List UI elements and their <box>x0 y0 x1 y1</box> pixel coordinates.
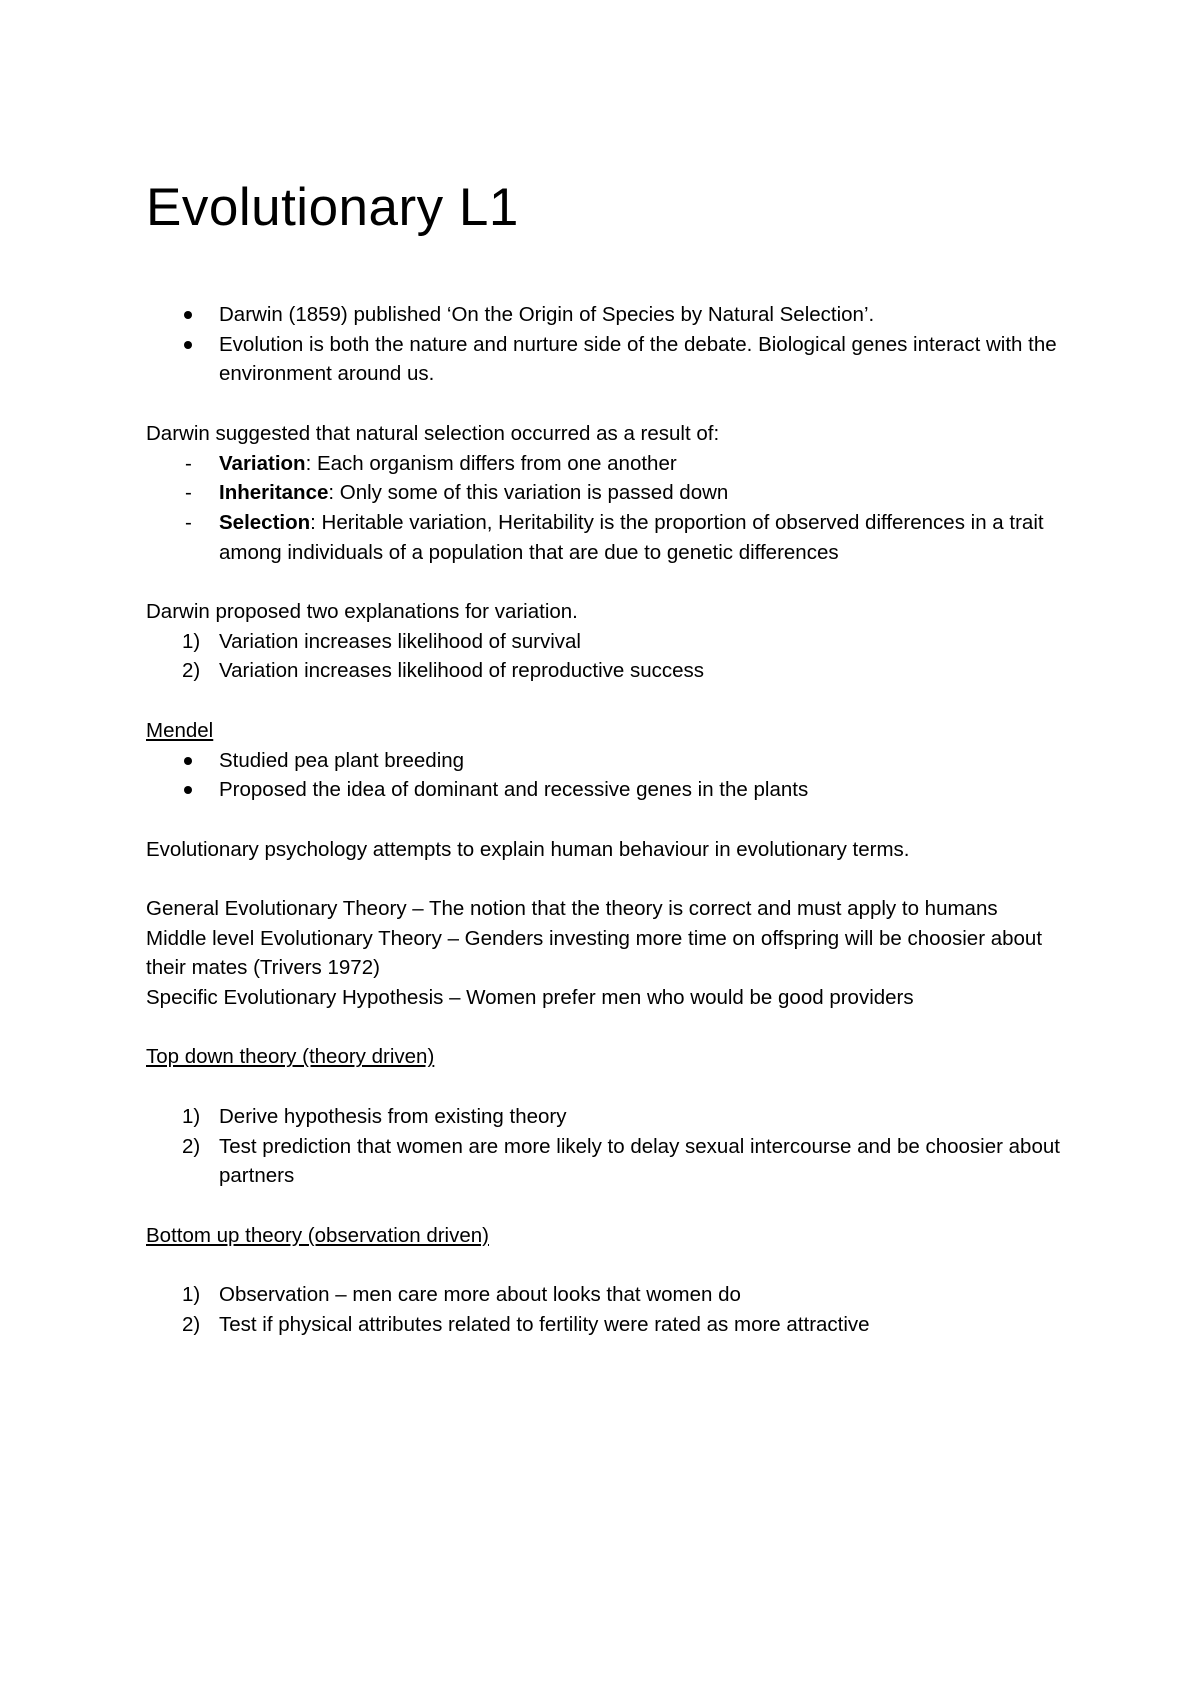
list-item <box>146 775 1076 805</box>
list-item-text: Observation – men care more about looks that women do <box>219 1283 741 1307</box>
list-item-text: : Heritable variation, Heritability is the proportion of observed differences in a trait among individuals of a population that are due to genetic differences <box>219 510 1044 564</box>
top-down-list <box>146 1102 1076 1191</box>
list-item-text: Darwin (1859) published ‘On the Origin of Species by Natural Selection’. <box>219 303 875 326</box>
number-marker: 2) <box>182 659 201 683</box>
term-variation: Variation <box>219 451 306 475</box>
dash-marker: - <box>185 510 192 534</box>
explanations-lead: Darwin proposed two explanations for variation. <box>146 600 578 623</box>
term-inheritance: Inheritance <box>219 481 329 505</box>
term-selection: Selection <box>219 510 311 534</box>
selection-lead: Darwin suggested that natural selection occurred as a result of: <box>146 421 720 445</box>
list-item-text: : Only some of this variation is passed down <box>328 481 729 505</box>
list-item-text: Variation increases likelihood of survival <box>219 629 581 653</box>
mendel-heading: Mendel <box>146 718 214 742</box>
dash-marker: - <box>185 451 192 475</box>
explanations-list <box>146 627 1076 686</box>
list-item <box>146 1310 1076 1340</box>
page-title: Evolutionary L1 <box>146 178 519 237</box>
list-item <box>146 656 1076 686</box>
selection-list <box>146 449 1076 568</box>
theory-middle-level: Middle level Evolutionary Theory – Genders investing more time on offspring will be choosier about their mates (Trivers 1972) <box>146 926 1043 980</box>
document-body <box>146 300 1076 1339</box>
top-down-heading: Top down theory (theory driven) <box>146 1045 435 1069</box>
list-item <box>146 508 1076 567</box>
list-item-text: Studied pea plant breeding <box>219 748 465 772</box>
list-item-text: Test if physical attributes related to fertility were rated as more attractive <box>219 1312 870 1336</box>
list-item-text: Proposed the idea of dominant and recessive genes in the plants <box>219 778 809 802</box>
bottom-up-list <box>146 1280 1076 1339</box>
list-item <box>146 449 1076 479</box>
list-item <box>146 1280 1076 1310</box>
list-item <box>146 1132 1076 1191</box>
list-item-text: Evolution is both the nature and nurture side of the debate. Biological genes interact with the environment around us. <box>219 332 1057 386</box>
list-item <box>146 1102 1076 1132</box>
bottom-up-heading: Bottom up theory (observation driven) <box>146 1223 489 1247</box>
list-item <box>146 627 1076 657</box>
number-marker: 2) <box>182 1134 201 1158</box>
theory-general: General Evolutionary Theory – The notion that the theory is correct and must apply to humans <box>146 896 998 920</box>
list-item <box>146 330 1076 389</box>
dash-marker: - <box>185 481 192 505</box>
number-marker: 2) <box>182 1312 201 1336</box>
intro-bullet-list <box>146 300 1076 389</box>
list-item-text: Derive hypothesis from existing theory <box>219 1104 567 1128</box>
list-item-text: Variation increases likelihood of reproductive success <box>219 659 705 683</box>
theory-specific: Specific Evolutionary Hypothesis – Women prefer men who would be good providers <box>146 986 914 1010</box>
list-item-text: Test prediction that women are more likely to delay sexual intercourse and be choosier about partners <box>219 1134 1060 1188</box>
evo-psych-paragraph: Evolutionary psychology attempts to explain human behaviour in evolutionary terms. <box>146 837 910 861</box>
bullet-icon <box>184 341 192 349</box>
bullet-icon <box>184 311 192 319</box>
list-item <box>146 746 1076 776</box>
bullet-icon <box>184 757 192 765</box>
bullet-icon <box>184 786 192 794</box>
list-item-text: : Each organism differs from one another <box>305 451 677 475</box>
number-marker: 1) <box>182 1104 201 1128</box>
number-marker: 1) <box>182 1283 201 1307</box>
list-item <box>146 300 1076 330</box>
mendel-list <box>146 746 1076 805</box>
list-item <box>146 478 1076 508</box>
number-marker: 1) <box>182 629 201 653</box>
